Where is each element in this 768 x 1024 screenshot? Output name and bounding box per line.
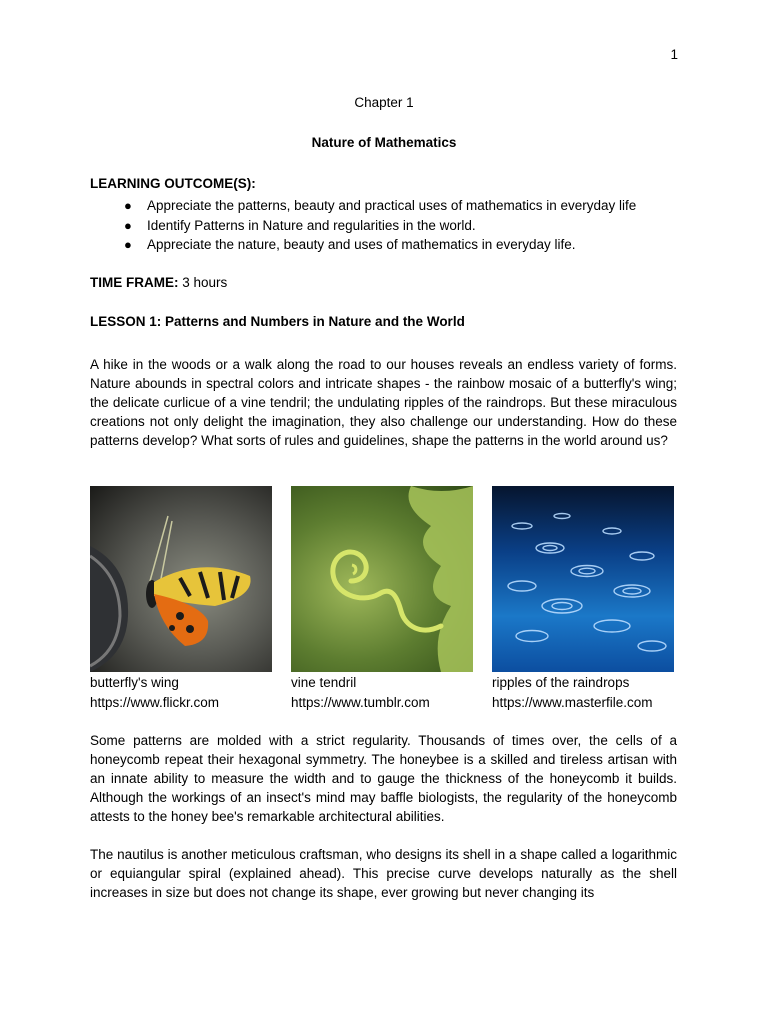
learning-outcomes-heading: LEARNING OUTCOME(S): <box>90 176 256 191</box>
figure-source-link[interactable]: https://www.masterfile.com <box>492 695 653 710</box>
figure-caption: butterfly's wing <box>90 675 179 690</box>
raindrop-ripples-image <box>492 486 674 672</box>
chapter-label: Chapter 1 <box>354 95 414 110</box>
figure-caption: ripples of the raindrops <box>492 675 630 690</box>
list-item <box>90 196 636 216</box>
paragraph: Some patterns are molded with a strict regularity. Thousands of times over, the cells of a honeycomb repeat their hexagonal symmetry. The honeybee is a skilled and tireless artisan with an innate ability to measure the width and to gauge the thickness of the honeycomb it builds. Although the workings of an insect's mind may baffle biologists, the regularity of the honeycomb attests to the honey bee's remarkable architectural abilities. <box>90 733 677 824</box>
figure-raindrops <box>492 486 674 712</box>
figure-source-link[interactable]: https://www.tumblr.com <box>291 695 430 710</box>
paragraph: The nautilus is another meticulous craftsman, who designs its shell in a shape called a logarithmic or equiangular spiral (explained ahead). This precise curve develops naturally as the shell increases in size but does not change its shape, ever growing but never changing its <box>90 847 677 900</box>
list-item <box>90 235 636 255</box>
page-number: 1 <box>670 47 678 62</box>
vine-tendril-image <box>291 486 473 672</box>
bullet-icon: ● <box>124 237 132 253</box>
list-item <box>90 216 636 236</box>
vine-tendril-illustration <box>291 486 473 672</box>
figure-butterfly <box>90 486 272 712</box>
ripples-illustration <box>492 486 674 672</box>
list-item-text: Appreciate the patterns, beauty and practical uses of mathematics in everyday life <box>147 198 637 213</box>
figure-source-link[interactable]: https://www.flickr.com <box>90 695 220 710</box>
figure-vine-tendril <box>291 486 473 712</box>
list-item-text: Appreciate the nature, beauty and uses of mathematics in everyday life. <box>147 237 576 253</box>
list-item-text: Identify Patterns in Nature and regularities in the world. <box>147 217 476 233</box>
figure-caption: vine tendril <box>291 675 357 690</box>
bullet-icon: ● <box>124 217 132 233</box>
time-frame-value: 3 hours <box>178 275 228 290</box>
bullet-icon: ● <box>124 198 132 213</box>
time-frame-label: TIME FRAME: <box>90 275 179 290</box>
chapter-title: Nature of Mathematics <box>311 135 457 150</box>
butterfly-image <box>90 486 272 672</box>
time-frame <box>90 275 227 290</box>
lesson-title: LESSON 1: Patterns and Numbers in Nature and the World <box>90 314 465 329</box>
paragraph: A hike in the woods or a walk along the road to our houses reveals an endless variety of forms. Nature abounds in spectral colors and intricate shapes - the rainbow mosaic of a butterfly's wing; the delicate curlicue of a vine tendril; the undulating ripples of the raindrops. But these miraculous creations not only delight the imagination, they also challenge our understanding. How do these patterns develop? What sorts of rules and guidelines, shape the patterns in the world around us? <box>90 357 677 448</box>
butterfly-illustration <box>90 486 272 672</box>
learning-outcomes-list <box>90 196 636 255</box>
